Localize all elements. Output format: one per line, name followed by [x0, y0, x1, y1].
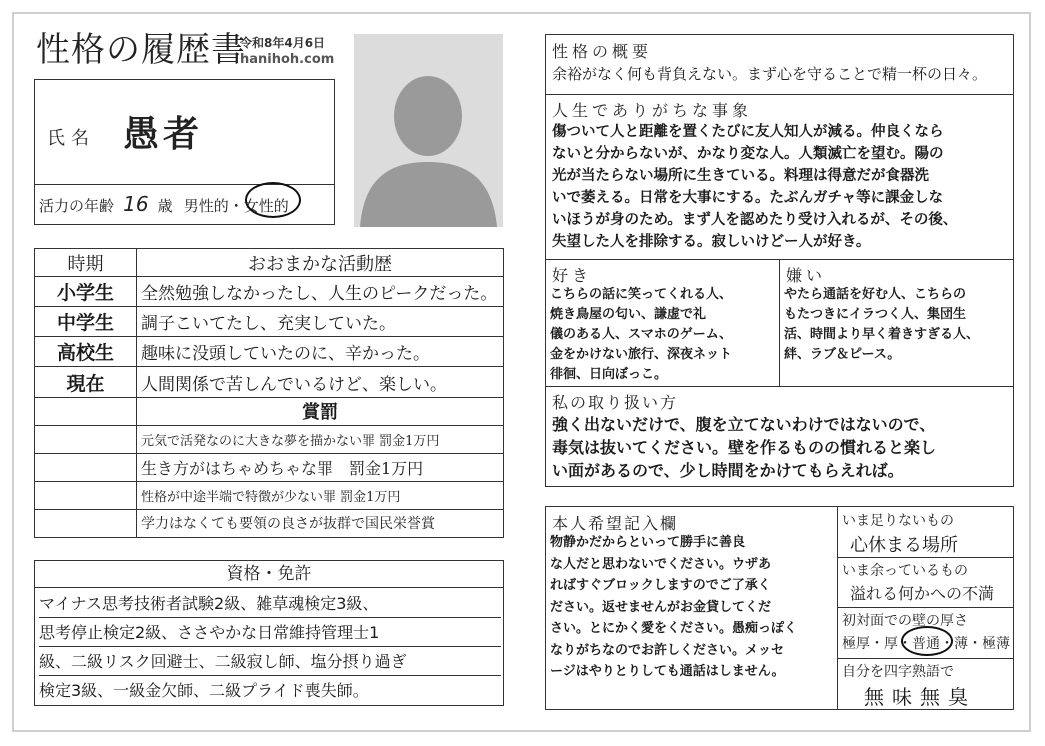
life-events-label: 人生でありがちな事象 [552, 101, 753, 120]
table-row [35, 425, 504, 453]
gender-options: 男性的・女性的 [183, 197, 289, 215]
dislikes-label: 嫌い [786, 266, 827, 285]
empty-cell [35, 397, 137, 425]
divider [837, 607, 1013, 608]
idiom-label: 自分を四字熟語で [842, 664, 954, 680]
award-cell: 学力はなくても要領の良さが抜群で国民栄誉賞 [137, 509, 504, 537]
empty-cell [35, 453, 137, 481]
license-line: 級、二級リスク回避士、二級寂し師、塩分摂り過ぎ [39, 648, 501, 676]
col-history-header: おおまかな活動歴 [137, 249, 504, 277]
age-label: 活力の年齢 [39, 197, 115, 215]
wall-circle-mark [901, 626, 953, 656]
idiom-value: 無味無臭 [864, 685, 976, 709]
age-unit: 歳 [157, 197, 173, 215]
table-row [35, 509, 504, 537]
likes-label: 好き [552, 266, 593, 285]
license-line: マイナス思考技術者試験2級、雑草魂検定3級、 [39, 590, 501, 618]
surplus-value: 溢れる何かへの不満 [850, 584, 995, 603]
history-cell: 人間関係で苦しんでいるけど、楽しい。 [137, 367, 504, 397]
license-line: 思考停止検定2級、ささやかな日常維持管理士1 [39, 619, 501, 647]
requests-label: 本人希望記入欄 [552, 514, 679, 533]
summary-text: 余裕がなく何も背負えない。まず心を守ることで精一杯の日々。 [552, 65, 988, 83]
divider [837, 507, 838, 709]
lacking-value: 心休まる場所 [850, 535, 958, 556]
divider [837, 557, 1013, 558]
gender-circle-mark [245, 182, 301, 218]
surplus-label: いま余っているもの [842, 563, 968, 579]
site-url[interactable]: hanihoh.com [240, 52, 335, 67]
activity-table [34, 248, 504, 538]
requests-text: 物静かだからといって勝手に善良 な人だと思わないでください。ウザあ ればすぐブロックしますのでご了承く ださい。返せませんがお金貸してくだ さい。とにかく愛をください。愚痴っぽく なりがちなのでお許しください。メッセ ージはやりとりしても通話はしません。 [550, 535, 798, 679]
col-period-header: 時期 [35, 249, 137, 277]
handling-label: 私の取り扱い方 [552, 393, 679, 412]
profile-box [34, 79, 335, 225]
license-line: 検定3級、一級金欠師、二級プライド喪失師。 [39, 681, 369, 700]
divider [837, 658, 1013, 659]
period-cell: 中学生 [35, 307, 137, 337]
issue-date: 令和8年4月6日 [240, 36, 326, 50]
empty-cell [35, 509, 137, 537]
history-cell: 趣味に没頭していたのに、辛かった。 [137, 337, 504, 367]
handling-text: 強く出ないだけで、腹を立てないわけではないので、 毒気は抜いてください。壁を作るものの慣れると楽し い面があるので、少し時間をかけてもらえれば。 [552, 415, 937, 480]
licenses-header: 資格・免許 [35, 561, 503, 588]
period-cell: 小学生 [35, 277, 137, 307]
avatar-silhouette-icon [354, 34, 503, 227]
page-title: 性格の履歴書 [36, 30, 246, 70]
award-cell: 元気で活発なのに大きな夢を描かない罪 罰金1万円 [137, 425, 504, 453]
profile-photo [354, 34, 503, 227]
summary-label: 性格の概要 [552, 42, 653, 61]
personality-block [545, 34, 1014, 487]
award-header: 賞罰 [137, 397, 504, 425]
table-row [35, 277, 504, 307]
lacking-label: いま足りないもの [842, 513, 954, 529]
dislikes-text: やたら通話を好む人、こちらの もたつきにイラつく人、集団生 活、時間より早く着きすぎる人、 絆、ラブ＆ピース。 [784, 287, 980, 362]
licenses-box [34, 560, 504, 706]
table-row [35, 307, 504, 337]
award-cell: 生き方がはちゃめちゃな罪 罰金1万円 [137, 453, 504, 481]
wall-label: 初対面での壁の厚さ [842, 613, 968, 629]
empty-cell [35, 425, 137, 453]
wall-options: 極厚・厚・普通・薄・極薄 [842, 636, 1010, 652]
empty-cell [35, 481, 137, 509]
request-block [545, 506, 1014, 710]
table-row [35, 481, 504, 509]
table-row [35, 367, 504, 397]
divider [779, 259, 780, 386]
table-row [35, 337, 504, 367]
history-cell: 調子こいてたし、充実していた。 [137, 307, 504, 337]
divider [546, 94, 1013, 95]
history-cell: 全然勉強しなかったし、人生のピークだった。 [137, 277, 504, 307]
likes-text: こちらの話に笑ってくれる人、 焼き鳥屋の匂い、謙虚で礼 儀のある人、スマホのゲーム、 金をかけない旅行、深夜ネット 徘徊、日向ぼっこ。 [550, 287, 733, 382]
table-row [35, 453, 504, 481]
name-value: 愚者 [123, 114, 204, 155]
name-label: 氏名 [47, 128, 95, 149]
divider [546, 386, 1013, 387]
period-cell: 現在 [35, 367, 137, 397]
life-events-text: 傷ついて人と距離を置くたびに友人知人が減る。仲良くなら ないと分からないが、かなり変な人。人類滅亡を望む。陽の 光が当たらない場所に生きている。料理は得意だが食器洗 いで萎える。日常を大事にする。たぶんガチャ等に課金しな いほうが身のため。まず人を認めたり受け入れるが、その後、 失望した人を排除する。寂しいけどー人が好き。 [552, 124, 958, 250]
age-value: 16 [123, 192, 149, 216]
award-cell: 性格が中途半端で特徴が少ない罪 罰金1万円 [137, 481, 504, 509]
period-cell: 高校生 [35, 337, 137, 367]
